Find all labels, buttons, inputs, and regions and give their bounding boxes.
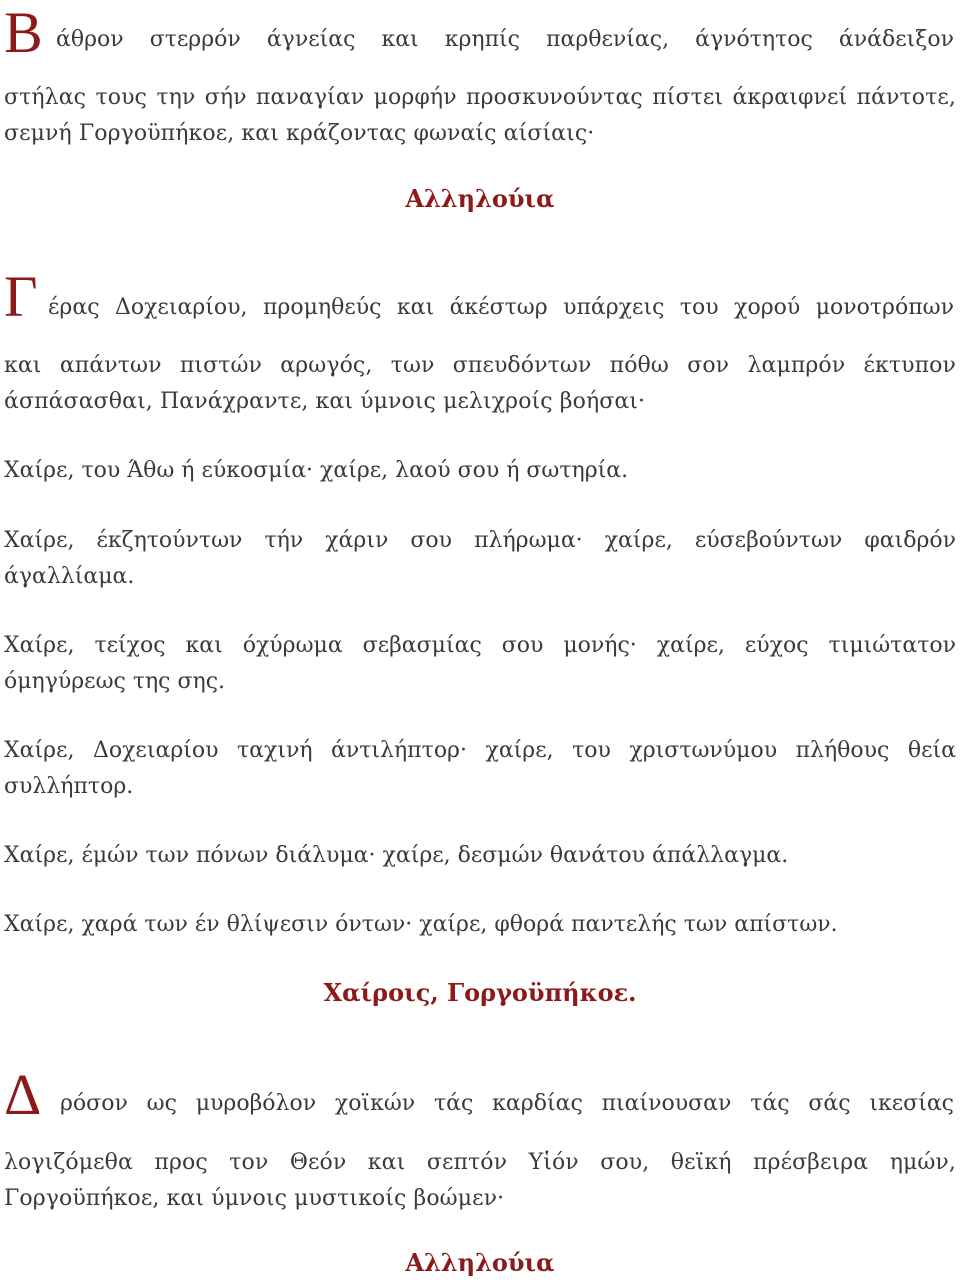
refrain-chairois: Χαίροις, Γοργοϋπήκοε.	[323, 978, 637, 1007]
stanza-d-text: λογιζόμεθα προς τον Θεόν και σεπτόν Υἱόν σου, θεϊκή πρέσβειρα ημών, Γοργοϋπήκοε, και ύμνοις μυστικοίς βοώμεν·	[4, 1150, 956, 1211]
stanza-g-first-line: έρας Δοχειαρίου, προμηθεύς και άκέστωρ υπάρχεις του χορού μονοτρόπων	[48, 295, 954, 320]
stanza-g-text: και απάντων πιστών αρωγός, των σπευδόντων πόθω σον λαμπρόν έκτυπον άσπάσασθαι, Πανάχραντε, και ύμνοις μελιχροίς βοήσαι·	[4, 353, 956, 414]
chaire-line-5: Χαίρε, έμών των πόνων διάλυμα· χαίρε, δεσμών θανάτου άπάλλαγμα.	[4, 843, 789, 868]
chaire-line-3: Χαίρε, τείχος και όχύρωμα σεβασμίας σου μονής· χαίρε, εύχος τιμιώτατον όμηγύρεως της σης.	[4, 633, 956, 694]
stanza-b-text: στήλας τους την σήν παναγίαν μορφήν προσκυνούντας πίστει άκραιφνεί πάντοτε, σεμνή Γοργοϋπήκοε, και κράζοντας φωναίς αίσίαις·	[4, 85, 956, 146]
stanza-d-first-line: ρόσον ως μυροβόλον χοϊκών τάς καρδίας πιαίνουσαν τάς σάς ικεσίας	[60, 1091, 954, 1116]
chaire-line-4: Χαίρε, Δοχειαρίου ταχινή άντιλήπτορ· χαίρε, του χριστωνύμου πλήθους θεία συλλήπτορ.	[4, 738, 956, 799]
dropcap-d: Δ	[4, 1062, 42, 1127]
stanza-b-first-line: άθρον στερρόν άγνείας και κρηπίς παρθενίας, άγνότητος άνάδειξον	[56, 27, 954, 52]
refrain-alleluia-2: Αλληλούια	[405, 1248, 555, 1277]
chaire-line-1: Χαίρε, του Άθω ή εύκοσμία· χαίρε, λαού σου ή σωτηρία.	[4, 458, 629, 483]
chaire-line-6: Χαίρε, χαρά των έν θλίψεσιν όντων· χαίρε, φθορά παντελής των απίστων.	[4, 912, 838, 937]
dropcap-g: Γ	[4, 264, 38, 329]
dropcap-b: Β	[4, 0, 43, 65]
chaire-line-2: Χαίρε, έκζητούντων τήν χάριν σου πλήρωμα· χαίρε, εύσεβούντων φαιδρόν άγαλλίαμα.	[4, 528, 956, 589]
refrain-alleluia-1: Αλληλούια	[405, 184, 555, 213]
